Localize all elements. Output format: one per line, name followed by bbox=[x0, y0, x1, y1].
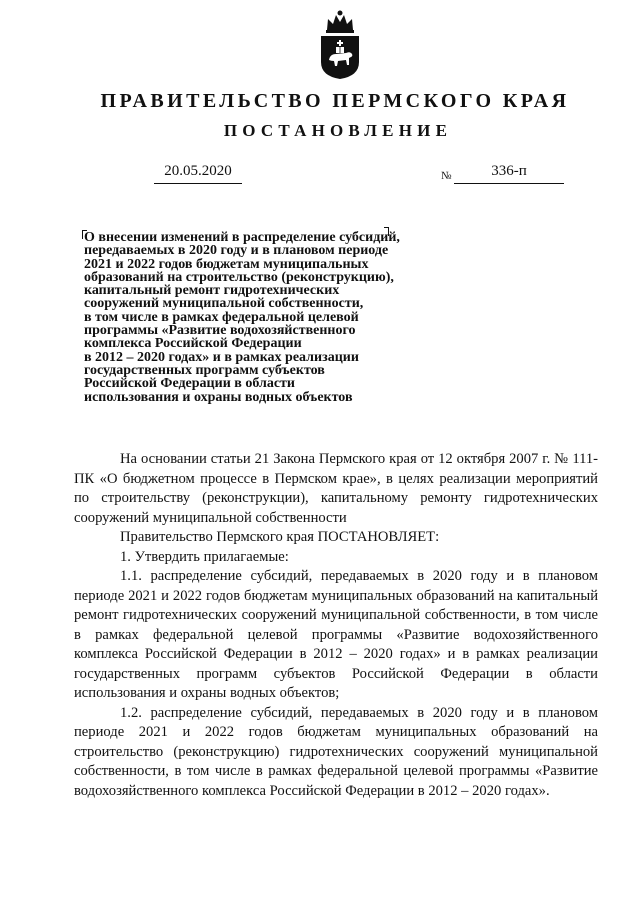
document-subject bbox=[84, 231, 444, 404]
subject-line: образований на строительство (реконструкцию), bbox=[84, 269, 394, 285]
document-date: 20.05.2020 bbox=[154, 163, 242, 184]
perm-krai-coat-of-arms-icon bbox=[318, 10, 362, 80]
subject-line: капитальный ремонт гидротехнических bbox=[84, 283, 340, 299]
document-number: 336-п bbox=[454, 163, 564, 184]
item-1-1-paragraph: 1.1. распределение субсидий, передаваемых в 2020 году и в плановом периоде 2021 и 2022 годов бюджетам муниципальных образований на капитальный ремонт гидротехнических сооружений муниципальной собственности, в том числе в рамках федеральной целевой программы «Развитие водохозяйственного комплекса Российской Федерации в 2012 – 2020 годах» и в рамках реализации государственных программ субъектов Российской Федерации в области использования и охраны водных объектов; bbox=[74, 568, 598, 701]
preamble-paragraph: На основании статьи 21 Закона Пермского края от 12 октября 2007 г. № 111-ПК «О бюджетном процессе в Пермском крае», в целях реализации мероприятий по строительству (реконструкции), капитальному ремонту гидротехнических сооружений муниципальной собственности bbox=[74, 451, 598, 526]
subject-line: в 2012 – 2020 годах» и в рамках реализации bbox=[84, 349, 359, 365]
number-label: № bbox=[441, 170, 452, 182]
government-name: ПРАВИТЕЛЬСТВО ПЕРМСКОГО КРАЯ bbox=[100, 90, 570, 112]
subject-line: О внесении изменений в распределение субсидий, bbox=[84, 230, 400, 245]
subject-line: сооружений муниципальной собственности, bbox=[84, 296, 364, 312]
subject-line: комплекса Российской Федерации bbox=[84, 336, 302, 352]
document-type: ПОСТАНОВЛЕНИЕ bbox=[223, 121, 453, 140]
resolves-paragraph: Правительство Пермского края ПОСТАНОВЛЯЕТ: bbox=[120, 529, 440, 545]
item-1-paragraph: 1. Утвердить прилагаемые: bbox=[120, 548, 289, 565]
subject-line: 2021 и 2022 годов бюджетам муниципальных bbox=[84, 256, 369, 272]
subject-line: в том числе в рамках федеральной целевой bbox=[84, 309, 359, 325]
subject-line: Российской Федерации в области bbox=[84, 376, 295, 392]
subject-line: передаваемых в 2020 году и в плановом периоде bbox=[84, 243, 389, 259]
subject-line: программы «Развитие водохозяйственного bbox=[84, 323, 356, 339]
item-1-2-paragraph: 1.2. распределение субсидий, передаваемых в 2020 году и в плановом периоде 2021 и 2022 годов бюджетам муниципальных образований на строительство (реконструкцию) гидротехнических сооружений муниципальной собственности, в том числе в рамках федеральной целевой программы «Развитие водохозяйственного комплекса Российской Федерации в 2012 – 2020 годах». bbox=[74, 704, 598, 799]
subject-line: использования и охраны водных объектов bbox=[84, 389, 353, 405]
subject-line: государственных программ субъектов bbox=[84, 362, 325, 378]
document-body bbox=[74, 450, 598, 801]
